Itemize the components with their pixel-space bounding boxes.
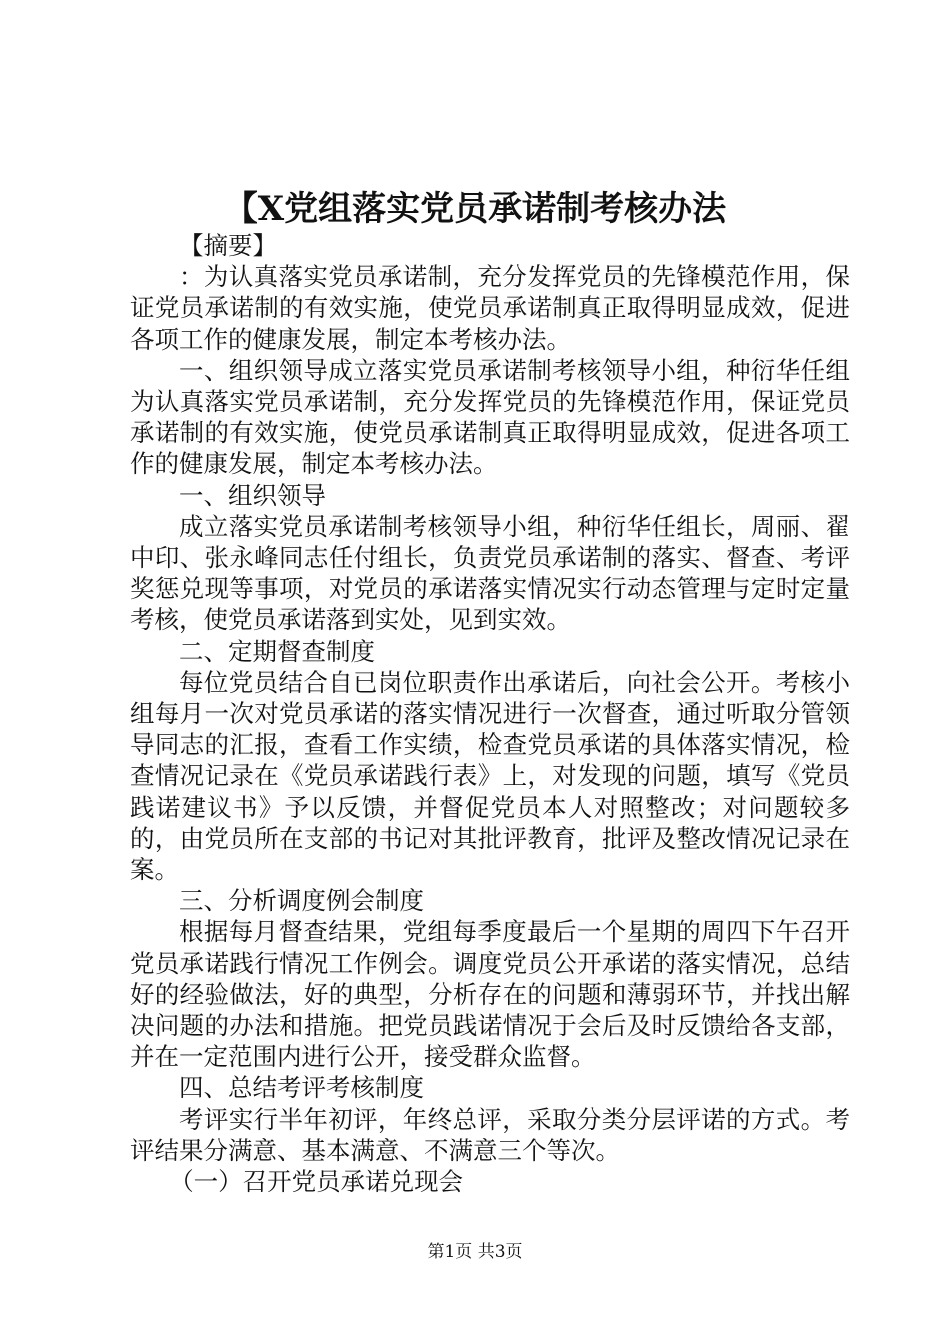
paragraph: 每位党员结合自已岗位职责作出承诺后，向社会公开。考核小组每月一次对党员承诺的落实情况进行一次督查，通过听取分管领导同志的汇报，查看工作实绩，检查党员承诺的具体落实情况，检查情况记录在《党员承诺践行表》上，对发现的问题，填写《党员践诺建议书》予以反馈，并督促党员本人对照整改；对问题较多的，由党员所在支部的书记对其批评教育，批评及整改情况记录在案。 [130,667,850,885]
section-heading: 一、组织领导 [179,480,326,510]
paragraph: 考评实行半年初评，年终总评，采取分类分层评诺的方式。考评结果分满意、基本满意、不满意三个等次。 [130,1104,850,1165]
abstract-text: ：为认真落实党员承诺制，充分发挥党员的先锋模范作用，保证党员承诺制的有效实施，使党员承诺制真正取得明显成效，促进各项工作的健康发展，制定本考核办法。 [130,262,850,354]
subsection-heading: （一）召开党员承诺兑现会 [169,1167,464,1197]
document-title: 【X党组落实党员承诺制考核办法 [223,189,727,229]
paragraph: 成立落实党员承诺制考核领导小组，种衍华任组长，周丽、翟中印、张永峰同志任付组长，负责党员承诺制的落实、督查、考评奖惩兑现等事项，对党员的承诺落实情况实行动态管理与定时定量考核，使党员承诺落到实处，见到实效。 [130,511,850,635]
paragraph: 根据每月督查结果，党组每季度最后一个星期的周四下午召开党员承诺践行情况工作例会。调度党员公开承诺的落实情况，总结好的经验做法，好的典型，分析存在的问题和薄弱环节，并找出解决问题的办法和措施。把党员践诺情况于会后及时反馈给各支部，并在一定范围内进行公开，接受群众监督。 [130,917,850,1072]
abstract-label: 【摘要】 [179,231,277,260]
page-footer: 第1页 共3页 [427,1242,523,1262]
section-heading: 四、总结考评考核制度 [179,1073,424,1103]
section-heading: 二、定期督查制度 [179,636,375,666]
paragraph: 一、组织领导成立落实党员承诺制考核领导小组，种衍华任组为认真落实党员承诺制，充分发挥党员的先锋模范作用，保证党员承诺制的有效实施，使党员承诺制真正取得明显成效，促进各项工作的健康发展，制定本考核办法。 [130,355,850,479]
section-heading: 三、分析调度例会制度 [179,886,424,916]
document-body [130,230,850,1197]
